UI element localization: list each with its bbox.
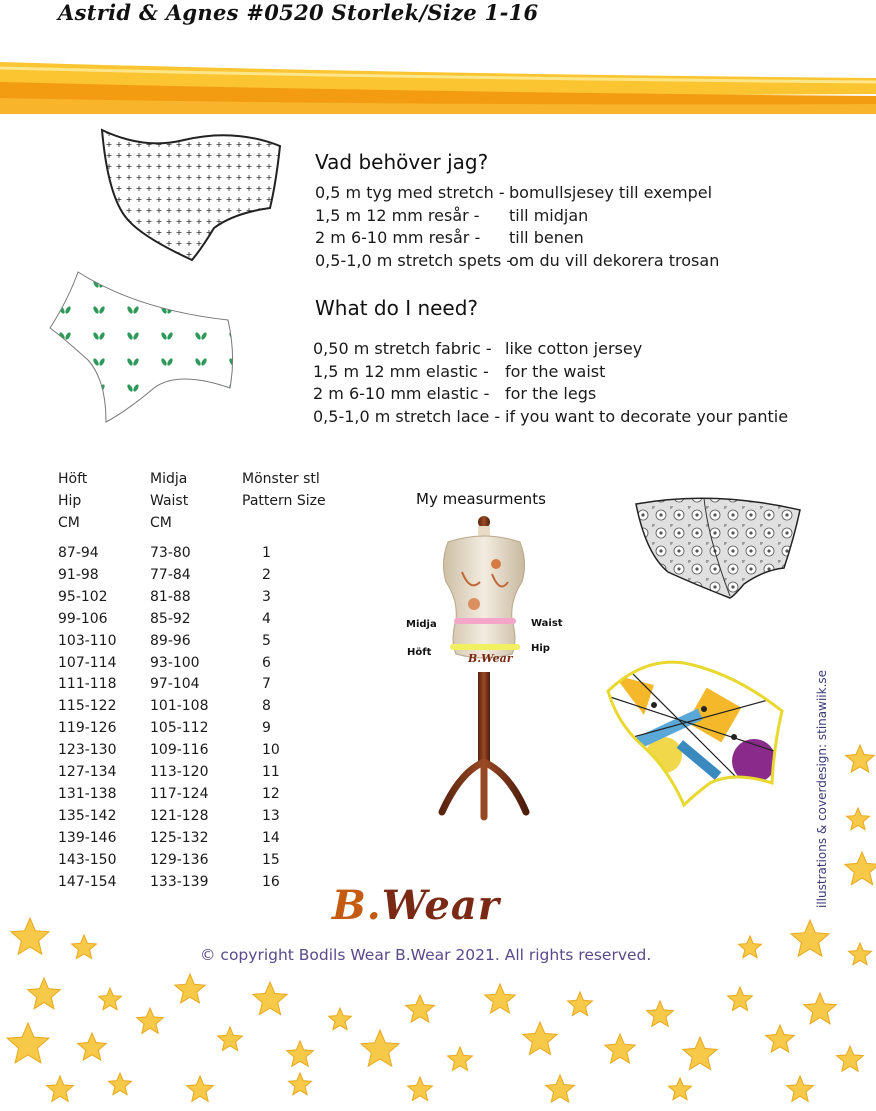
star-icon — [99, 988, 122, 1010]
hip-label: Hip — [531, 643, 550, 654]
table-row — [58, 762, 362, 784]
table-cell: 15 — [262, 851, 280, 868]
table-cell: 123-130 — [58, 742, 117, 759]
table-row — [58, 872, 362, 894]
table-row — [58, 587, 362, 609]
table-cell: 105-112 — [150, 720, 209, 737]
star-icon — [804, 993, 836, 1024]
table-cell: 117-124 — [150, 785, 209, 802]
table-cell: 121-128 — [150, 807, 209, 824]
table-cell: 95-102 — [58, 588, 108, 605]
star-icon — [766, 1025, 795, 1052]
table-row — [58, 784, 362, 806]
star-icon — [28, 978, 60, 1009]
size-table — [58, 543, 362, 894]
table-cell: 127-134 — [58, 764, 117, 781]
hoft-label: Höft — [407, 647, 432, 658]
table-cell: 111-118 — [58, 676, 117, 693]
pantie-crosses-illustration — [84, 128, 284, 263]
table-cell: 91-98 — [58, 566, 99, 583]
table-row — [58, 565, 362, 587]
table-row — [58, 609, 362, 631]
list-item: 2 m 6-10 mm resår - till benen — [315, 228, 584, 247]
table-cell: 131-138 — [58, 785, 117, 802]
table-row — [58, 740, 362, 762]
table-row — [58, 631, 362, 653]
star-icon — [47, 1076, 74, 1101]
star-icon — [546, 1075, 575, 1102]
table-row — [58, 806, 362, 828]
star-icon — [683, 1037, 717, 1070]
table-cell: 6 — [262, 654, 271, 671]
star-icon — [78, 1033, 107, 1060]
measurements-title: My measurments — [416, 490, 546, 508]
table-cell: 14 — [262, 829, 280, 846]
table-cell: 139-146 — [58, 829, 117, 846]
table-cell: 143-150 — [58, 851, 117, 868]
star-icon — [329, 1008, 352, 1030]
swedish-heading: Vad behöver jag? — [315, 150, 489, 174]
table-cell: 85-92 — [150, 610, 191, 627]
page-title: Astrid & Agnes #0520 Storlek/Size 1-16 — [58, 0, 539, 25]
table-row — [58, 696, 362, 718]
bwear-logo: B.Wear — [332, 882, 500, 929]
star-icon — [669, 1078, 692, 1100]
star-icon — [849, 943, 872, 965]
table-cell: 11 — [262, 764, 280, 781]
table-cell: 101-108 — [150, 698, 209, 715]
list-item: 0,50 m stretch fabric - like cotton jersey — [313, 339, 643, 358]
mannequin-brand: B.Wear — [468, 652, 513, 665]
list-item: 0,5 m tyg med stretch - bomullsjesey till exempel — [315, 183, 713, 202]
table-cell: 77-84 — [150, 566, 191, 583]
table-cell: 4 — [262, 610, 271, 627]
pantie-lace-illustration — [634, 488, 804, 600]
star-icon — [289, 1073, 312, 1095]
table-cell: 103-110 — [58, 632, 117, 649]
table-cell: 93-100 — [150, 654, 200, 671]
star-icon — [739, 936, 762, 958]
star-icon — [847, 808, 870, 830]
table-cell: 12 — [262, 785, 280, 802]
table-cell: 87-94 — [58, 545, 99, 561]
english-requirements-list — [313, 338, 788, 428]
swedish-requirements-list — [315, 182, 719, 272]
table-cell: 133-139 — [150, 873, 209, 890]
star-icon — [72, 935, 97, 959]
star-icon — [647, 1001, 674, 1026]
star-icon — [406, 995, 435, 1022]
table-cell: 115-122 — [58, 698, 117, 715]
table-row — [58, 653, 362, 675]
table-cell: 147-154 — [58, 873, 117, 890]
mannequin-illustration — [400, 512, 570, 827]
star-icon — [605, 1034, 635, 1063]
table-row — [58, 828, 362, 850]
table-cell: 135-142 — [58, 807, 117, 824]
star-icon — [253, 982, 287, 1015]
table-cell: 2 — [262, 566, 271, 583]
size-table-header: Höft Midja Mönster stl Hip Waist Pattern Size CM CM — [58, 471, 326, 531]
table-cell: 16 — [262, 873, 280, 890]
table-cell: 13 — [262, 807, 280, 824]
table-cell: 119-126 — [58, 720, 117, 737]
table-row — [58, 543, 362, 565]
table-cell: 1 — [262, 545, 271, 561]
star-icon — [218, 1027, 243, 1051]
table-cell: 5 — [262, 632, 271, 649]
star-icon — [728, 987, 753, 1011]
table-cell: 113-120 — [150, 764, 209, 781]
star-icon — [175, 974, 205, 1003]
star-icon — [523, 1022, 557, 1055]
star-icon — [845, 852, 876, 885]
illustration-credit: illustrations & coverdesign: stinawiik.se — [815, 669, 829, 908]
table-cell: 97-104 — [150, 676, 200, 693]
table-row — [58, 850, 362, 872]
star-icon — [11, 918, 49, 954]
table-cell: 8 — [262, 698, 271, 715]
header-banner — [0, 58, 876, 114]
table-row — [58, 718, 362, 740]
table-cell: 89-96 — [150, 632, 191, 649]
list-item: 0,5-1,0 m stretch spets - om du vill dekorera trosan — [315, 250, 720, 270]
star-icon — [448, 1047, 473, 1071]
list-item: 0,5-1,0 m stretch lace - if you want to decorate your pantie — [313, 406, 789, 426]
star-icon — [837, 1046, 864, 1071]
star-icon — [287, 1041, 314, 1066]
table-cell: 99-106 — [58, 610, 108, 627]
star-icon — [787, 1076, 814, 1101]
star-icon — [791, 920, 829, 956]
pantie-abstract-illustration — [604, 655, 786, 811]
star-icon — [361, 1030, 399, 1066]
list-item: 1,5 m 12 mm resår - till midjan — [315, 205, 589, 225]
table-cell: 73-80 — [150, 545, 191, 561]
star-icon — [568, 992, 593, 1016]
midja-label: Midja — [406, 619, 437, 630]
star-icon — [7, 1023, 49, 1063]
list-item: 2 m 6-10 mm elastic - for the legs — [313, 384, 597, 403]
table-cell: 129-136 — [150, 851, 209, 868]
english-heading: What do I need? — [315, 296, 479, 320]
copyright-text: © copyright Bodils Wear B.Wear 2021. All rights reserved. — [200, 946, 652, 964]
star-icon — [408, 1077, 433, 1101]
table-cell: 9 — [262, 720, 271, 737]
waist-label: Waist — [531, 618, 563, 629]
pantie-leaves-illustration — [48, 270, 238, 425]
star-icon — [187, 1076, 214, 1101]
star-icon — [485, 984, 515, 1013]
table-cell: 7 — [262, 676, 271, 693]
star-icon — [109, 1073, 132, 1095]
list-item: 1,5 m 12 mm elastic - for the waist — [313, 361, 606, 381]
table-cell: 109-116 — [150, 742, 209, 759]
star-icon — [137, 1008, 164, 1033]
table-cell: 10 — [262, 742, 280, 759]
table-row — [58, 674, 362, 696]
table-cell: 107-114 — [58, 654, 117, 671]
table-cell: 81-88 — [150, 588, 191, 605]
star-icon — [846, 745, 875, 772]
table-cell: 3 — [262, 588, 271, 605]
table-cell: 125-132 — [150, 829, 209, 846]
